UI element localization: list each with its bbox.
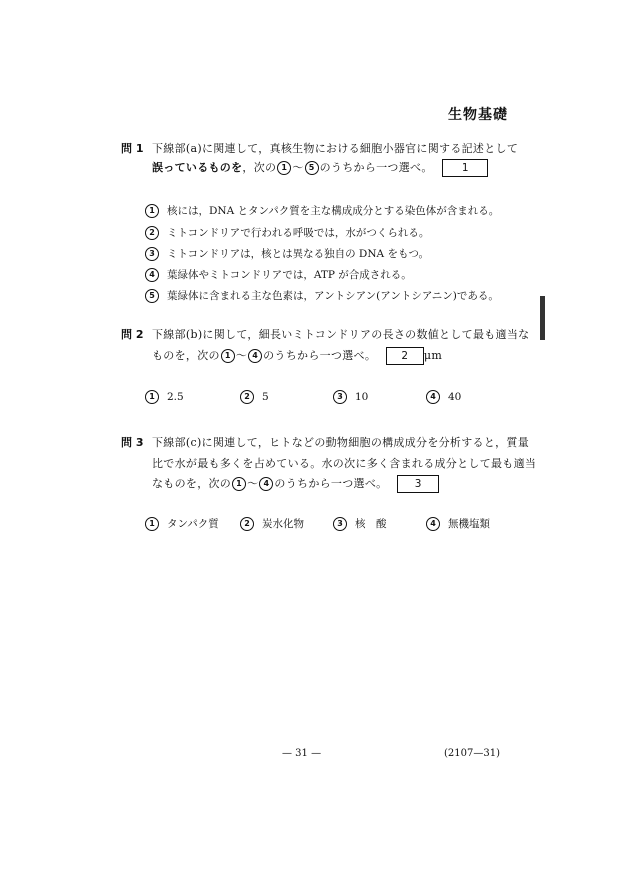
option-text: 2.5 (167, 391, 184, 403)
q2-option[interactable] (240, 390, 269, 404)
range-start-number: 1 (277, 161, 291, 175)
q1-option[interactable] (145, 267, 412, 282)
q2-label: 問 2 (121, 328, 144, 341)
range-end-number: 4 (248, 349, 262, 363)
q3-line3 (152, 475, 439, 493)
option-text: 10 (355, 391, 369, 403)
answer-box-3[interactable]: 3 (397, 475, 439, 493)
q2-option[interactable] (333, 390, 368, 404)
q1-text-a: ，次の (242, 161, 277, 174)
answer-box-1[interactable]: 1 (442, 159, 488, 177)
q1-text-b: のうちから一つ選べ。 (319, 161, 433, 174)
range-start-number: 1 (221, 349, 235, 363)
option-text: タンパク質 (167, 518, 219, 530)
answer-box-2[interactable]: 2 (386, 347, 424, 365)
q3-option[interactable] (145, 516, 219, 531)
option-number: 2 (240, 517, 254, 531)
option-text: 無機塩類 (448, 518, 490, 530)
option-number: 1 (145, 390, 159, 404)
option-number: 4 (426, 517, 440, 531)
option-text: 葉緑体やミトコンドリアでは，ATP が合成される。 (167, 269, 412, 281)
option-text: 葉緑体に含まれる主な色素は，アントシアン(アントシアニン)である。 (167, 290, 499, 302)
tilde: ～ (292, 161, 304, 174)
q2-option[interactable] (145, 390, 184, 404)
q1-line2 (152, 159, 488, 177)
q3-option[interactable] (240, 516, 304, 531)
q3-text-b: のうちから一つ選べ。 (274, 477, 388, 490)
q2-line2 (152, 347, 442, 365)
q1-option[interactable] (145, 203, 499, 218)
option-number: 2 (240, 390, 254, 404)
q1-option[interactable] (145, 225, 429, 240)
page-code: (2107—31) (444, 748, 500, 759)
q2-text-b: のうちから一つ選べ。 (263, 349, 377, 362)
option-number: 1 (145, 204, 159, 218)
q3-line1: 下線部(c)に関連して，ヒトなどの動物細胞の構成成分を分析すると，質量 (152, 436, 530, 449)
q1-emphasis: 誤っているものを (152, 161, 243, 174)
tilde: ～ (247, 477, 259, 490)
option-text: ミトコンドリアは，核とは異なる独自の DNA をもつ。 (167, 248, 430, 260)
option-number: 4 (426, 390, 440, 404)
option-number: 2 (145, 226, 159, 240)
q2-option[interactable] (426, 390, 461, 404)
q3-option[interactable] (333, 516, 387, 531)
q3-text-a: なものを，次の (152, 477, 232, 490)
option-number: 3 (333, 517, 347, 531)
margin-mark (540, 296, 545, 340)
option-number: 5 (145, 289, 159, 303)
range-end-number: 5 (305, 161, 319, 175)
option-text: 40 (448, 391, 462, 403)
option-text: 核 酸 (355, 518, 387, 530)
tilde: ～ (235, 349, 248, 362)
option-text: 5 (262, 391, 269, 403)
option-number: 1 (145, 517, 159, 531)
q1-option[interactable] (145, 288, 499, 303)
option-text: 核には，DNA とタンパク質を主な構成成分とする染色体が含まれる。 (167, 205, 500, 217)
q2-line1: 下線部(b)に関して，細長いミトコンドリアの長さの数値として最も適当な (152, 328, 530, 341)
option-number: 4 (145, 268, 159, 282)
q3-option[interactable] (426, 516, 490, 531)
q3-line2: 比で水が最も多くを占めている。水の次に多く含まれる成分として最も適当 (152, 457, 537, 470)
option-text: 炭水化物 (262, 518, 304, 530)
q2-text-a: ものを，次の (152, 349, 220, 362)
q1-option[interactable] (145, 246, 429, 261)
option-number: 3 (145, 247, 159, 261)
unit-label: μm (423, 349, 443, 362)
option-text: ミトコンドリアで行われる呼吸では，水がつくられる。 (167, 227, 430, 239)
page-number: — 31 — (282, 748, 322, 759)
q3-label: 問 3 (121, 436, 144, 449)
subject-title: 生物基礎 (448, 107, 508, 123)
range-end-number: 4 (259, 477, 273, 491)
q1-label: 問 1 (121, 142, 144, 155)
option-number: 3 (333, 390, 347, 404)
q1-line1: 下線部(a)に関連して，真核生物における細胞小器官に関する記述として (152, 142, 519, 155)
range-start-number: 1 (232, 477, 246, 491)
